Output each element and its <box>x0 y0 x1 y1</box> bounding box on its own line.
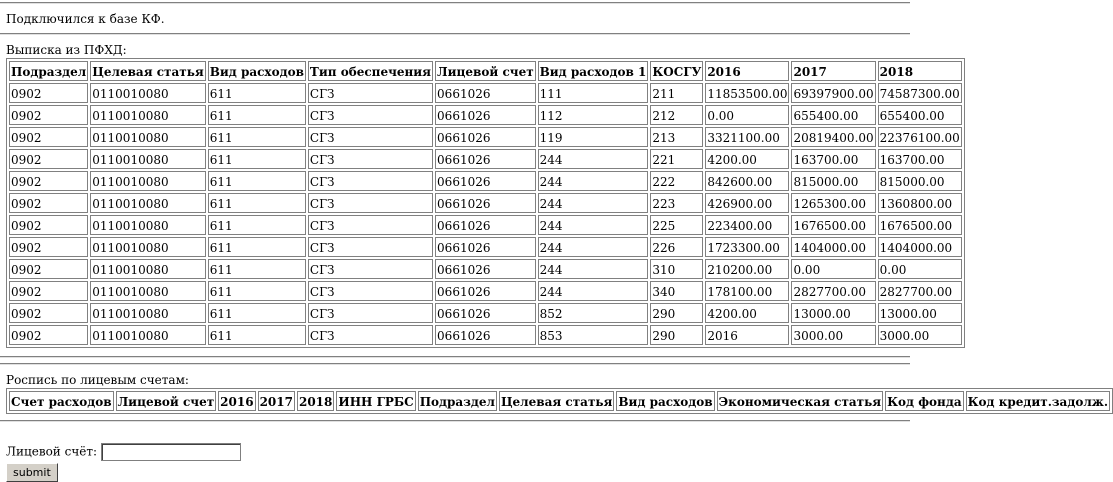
table-cell: 0661026 <box>435 193 536 213</box>
divider <box>0 420 910 422</box>
table-cell: 611 <box>208 83 306 103</box>
table-cell: 221 <box>650 149 703 169</box>
table-cell: 119 <box>538 127 649 147</box>
table-cell: 0661026 <box>435 237 536 257</box>
column-header: Код кредит.задолж. <box>966 391 1111 411</box>
table-cell: 0902 <box>9 193 88 213</box>
table-header-row <box>9 391 1110 411</box>
table-cell: 74587300.00 <box>878 83 962 103</box>
column-header: Лицевой счет <box>435 61 536 81</box>
table-cell: 0902 <box>9 215 88 235</box>
column-header: 2017 <box>791 61 875 81</box>
table-cell: СГЗ <box>308 83 433 103</box>
table-cell: 4200.00 <box>705 303 789 323</box>
table-cell: СГЗ <box>308 237 433 257</box>
table-cell: СГЗ <box>308 127 433 147</box>
column-header: Вид расходов <box>208 61 306 81</box>
table-cell: 163700.00 <box>878 149 962 169</box>
table-cell: 226 <box>650 237 703 257</box>
column-header: Подраздел <box>9 61 88 81</box>
table-cell: 244 <box>538 171 649 191</box>
column-header: Код фонда <box>885 391 963 411</box>
table-cell: СГЗ <box>308 325 433 345</box>
table-cell: 0110010080 <box>90 303 205 323</box>
table-cell: 1404000.00 <box>878 237 962 257</box>
table-cell: 222 <box>650 171 703 191</box>
table-cell: 655400.00 <box>791 105 875 125</box>
table-cell: 0110010080 <box>90 259 205 279</box>
table-cell: 0902 <box>9 325 88 345</box>
table-cell: 0661026 <box>435 171 536 191</box>
table-cell: 1360800.00 <box>878 193 962 213</box>
table-cell: 853 <box>538 325 649 345</box>
table-cell: СГЗ <box>308 215 433 235</box>
table-cell: 111 <box>538 83 649 103</box>
table-cell: 0661026 <box>435 303 536 323</box>
table-cell: 69397900.00 <box>791 83 875 103</box>
table-cell: 0661026 <box>435 83 536 103</box>
column-header: 2016 <box>218 391 255 411</box>
table-cell: 0661026 <box>435 215 536 235</box>
table-cell: 0902 <box>9 127 88 147</box>
table-cell: 0110010080 <box>90 193 205 213</box>
table-cell: 611 <box>208 105 306 125</box>
table-cell: 0661026 <box>435 259 536 279</box>
table-cell: 611 <box>208 193 306 213</box>
table-cell: 426900.00 <box>705 193 789 213</box>
table-cell: 0110010080 <box>90 325 205 345</box>
table-cell: СГЗ <box>308 259 433 279</box>
table-cell: 244 <box>538 259 649 279</box>
table-row <box>9 171 962 191</box>
table-cell: 815000.00 <box>878 171 962 191</box>
table-body <box>9 83 962 345</box>
table-row <box>9 105 962 125</box>
table-cell: 2827700.00 <box>878 281 962 301</box>
table-cell: 0661026 <box>435 127 536 147</box>
table-cell: 244 <box>538 215 649 235</box>
table-cell: 244 <box>538 237 649 257</box>
table-row <box>9 259 962 279</box>
column-header: Подраздел <box>418 391 497 411</box>
table-cell: 213 <box>650 127 703 147</box>
column-header: Тип обеспечения <box>308 61 433 81</box>
table-cell: 178100.00 <box>705 281 789 301</box>
account-input[interactable] <box>101 443 241 461</box>
table-cell: 11853500.00 <box>705 83 789 103</box>
column-header: КОСГУ <box>650 61 703 81</box>
table-cell: 0110010080 <box>90 215 205 235</box>
table-cell: 0661026 <box>435 281 536 301</box>
table-row <box>9 149 962 169</box>
table-cell: СГЗ <box>308 193 433 213</box>
table-cell: 611 <box>208 171 306 191</box>
table-cell: 3000.00 <box>791 325 875 345</box>
table-cell: СГЗ <box>308 171 433 191</box>
table-cell: 611 <box>208 281 306 301</box>
table-cell: 0110010080 <box>90 171 205 191</box>
submit-button[interactable]: submit <box>6 463 58 482</box>
table-cell: 0902 <box>9 237 88 257</box>
column-header: ИНН ГРБС <box>336 391 415 411</box>
column-header: 2018 <box>297 391 334 411</box>
table-cell: 0.00 <box>878 259 962 279</box>
table-cell: 611 <box>208 259 306 279</box>
table-cell: 0110010080 <box>90 83 205 103</box>
column-header: Лицевой счет <box>116 391 217 411</box>
column-header: Экономическая статья <box>717 391 884 411</box>
table-cell: 611 <box>208 303 306 323</box>
table-cell: СГЗ <box>308 281 433 301</box>
table-cell: 4200.00 <box>705 149 789 169</box>
table-cell: 0902 <box>9 105 88 125</box>
column-header: 2016 <box>705 61 789 81</box>
table-cell: 1404000.00 <box>791 237 875 257</box>
table-cell: 842600.00 <box>705 171 789 191</box>
column-header: 2017 <box>258 391 295 411</box>
table-row <box>9 215 962 235</box>
column-header: Целевая статья <box>499 391 614 411</box>
table-cell: 1723300.00 <box>705 237 789 257</box>
table-cell: 0110010080 <box>90 105 205 125</box>
column-header: Счет расходов <box>9 391 114 411</box>
table-cell: 0902 <box>9 259 88 279</box>
account-label: Лицевой счёт: <box>6 444 98 459</box>
table-cell: 210200.00 <box>705 259 789 279</box>
table-row <box>9 127 962 147</box>
rospis-caption: Роспись по лицевым счетам: <box>6 373 189 387</box>
table-cell: 815000.00 <box>791 171 875 191</box>
table-cell: 0110010080 <box>90 281 205 301</box>
table-cell: 0110010080 <box>90 149 205 169</box>
table-cell: 212 <box>650 105 703 125</box>
table-cell: 112 <box>538 105 649 125</box>
table-cell: 20819400.00 <box>791 127 875 147</box>
table-cell: 340 <box>650 281 703 301</box>
table-cell: 310 <box>650 259 703 279</box>
table-cell: 2016 <box>705 325 789 345</box>
connect-message: Подключился к базе КФ. <box>6 12 165 26</box>
table-cell: 0661026 <box>435 325 536 345</box>
table-row <box>9 83 962 103</box>
table-cell: 0110010080 <box>90 237 205 257</box>
table-cell: 244 <box>538 149 649 169</box>
table-cell: 0902 <box>9 83 88 103</box>
column-header: Целевая статья <box>90 61 205 81</box>
table-cell: СГЗ <box>308 149 433 169</box>
table-row <box>9 237 962 257</box>
table-cell: 611 <box>208 237 306 257</box>
table-row <box>9 325 962 345</box>
table-cell: 611 <box>208 325 306 345</box>
table-cell: СГЗ <box>308 303 433 323</box>
table-cell: 244 <box>538 193 649 213</box>
account-form <box>0 443 910 461</box>
table-header-row <box>9 61 962 81</box>
table-cell: 1265300.00 <box>791 193 875 213</box>
table-cell: 655400.00 <box>878 105 962 125</box>
table-cell: 223 <box>650 193 703 213</box>
table-cell: 0.00 <box>791 259 875 279</box>
table-cell: 13000.00 <box>791 303 875 323</box>
table-cell: 163700.00 <box>791 149 875 169</box>
table-cell: 2827700.00 <box>791 281 875 301</box>
table-cell: 611 <box>208 149 306 169</box>
column-header: 2018 <box>878 61 962 81</box>
table-cell: 244 <box>538 281 649 301</box>
table-row <box>9 303 962 323</box>
table-cell: 0661026 <box>435 149 536 169</box>
table-cell: 13000.00 <box>878 303 962 323</box>
table-cell: 611 <box>208 215 306 235</box>
table-cell: 0902 <box>9 303 88 323</box>
table-cell: 1676500.00 <box>878 215 962 235</box>
table-cell: 290 <box>650 325 703 345</box>
rospis-table <box>6 388 1113 414</box>
table-cell: 852 <box>538 303 649 323</box>
table-cell: 211 <box>650 83 703 103</box>
table-row <box>9 193 962 213</box>
table-cell: 290 <box>650 303 703 323</box>
pfhd-caption: Выписка из ПФХД: <box>6 43 127 57</box>
table-cell: 22376100.00 <box>878 127 962 147</box>
table-cell: 1676500.00 <box>791 215 875 235</box>
column-header: Вид расходов 1 <box>538 61 649 81</box>
table-cell: 3321100.00 <box>705 127 789 147</box>
table-cell: 0902 <box>9 281 88 301</box>
table-cell: 0661026 <box>435 105 536 125</box>
column-header: Вид расходов <box>616 391 714 411</box>
table-cell: СГЗ <box>308 105 433 125</box>
table-cell: 0902 <box>9 149 88 169</box>
table-cell: 225 <box>650 215 703 235</box>
table-cell: 0110010080 <box>90 127 205 147</box>
table-cell: 223400.00 <box>705 215 789 235</box>
table-cell: 3000.00 <box>878 325 962 345</box>
table-row <box>9 281 962 301</box>
pfhd-table <box>6 58 965 348</box>
table-cell: 0902 <box>9 171 88 191</box>
table-cell: 0.00 <box>705 105 789 125</box>
table-cell: 611 <box>208 127 306 147</box>
